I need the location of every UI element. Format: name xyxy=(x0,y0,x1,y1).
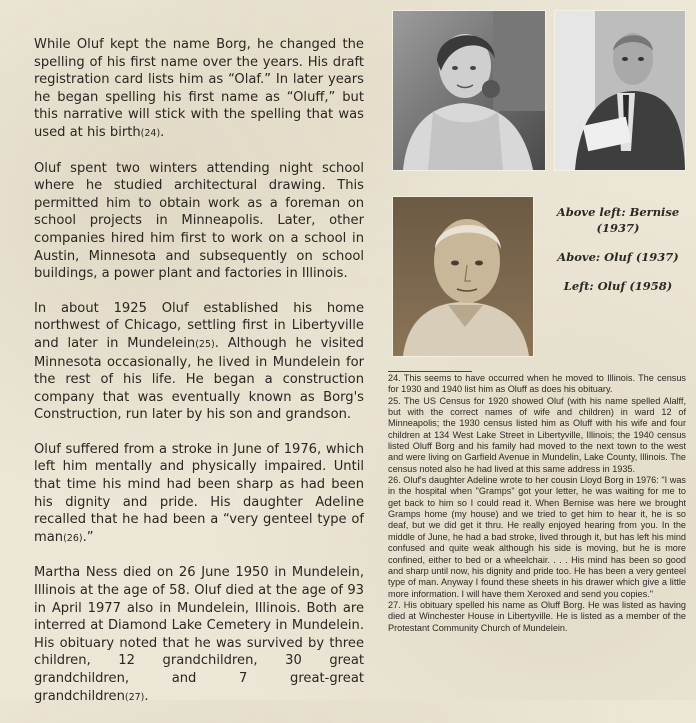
body-paragraph: Martha Ness died on 26 June 1950 in Mundelein, Illinois at the age of 58. Oluf died at the age of 93 in April 1977 also in Mundelein, Illinois. Both are interred at Diamond Lake Cemetery in Mundelein. His obituary noted that he was survived by three children, 12 grandchildren, 30 great grandchildren, and 7 great-great grandchildren(27). xyxy=(34,565,364,704)
photo-oluf-1958 xyxy=(392,196,534,357)
photo-captions xyxy=(548,204,688,307)
footnote-ref-25: (25) xyxy=(195,338,215,350)
footnote-ref-27: (27) xyxy=(124,691,145,703)
footnotes xyxy=(388,373,686,634)
footnote-25: 25. The US Census for 1920 showed Oluf (with his name spelled Alalff, but with the correct names of wife and children) in ward 12 of Minneapolis; the 1930 census listed him as Oluff with his wife and four children at 134 West Lake Street in Libertyville, Illinois; the 1940 census listed Oluff Borg and his family had moved to the next town to the west and were living on Garfield Avenue in Mundelin, Lake County, Illinois. The census noted also he had lived at this same address in 1935. xyxy=(388,395,686,474)
body-paragraph: While Oluf kept the name Borg, he changed the spelling of his first name over the years. His draft registration card lists him as “Olaf.” In later years he began spelling his first name as “Oluff,” but this narrative will stick with the spelling that was used at his birth(24). xyxy=(34,37,364,140)
body-paragraph: Oluf suffered from a stroke in June of 1976, which left him mentally and physically impaired. Until that time his mind had been sharp as had been his dignity and pride. His daughter Adeline recalled that he had been a “very genteel type of man(26).” xyxy=(34,441,364,545)
footnote-divider xyxy=(388,371,472,372)
main-text-column xyxy=(34,36,364,723)
caption-above-left: Above left: Bernise (1937) xyxy=(556,205,680,235)
footnote-24: 24. This seems to have occurred when he moved to Illinois. The census for 1930 and 1940 list him as Oluff as does his obituary. xyxy=(388,373,686,395)
body-paragraph: Oluf spent two winters attending night school where he studied architectural drawing. This permitted him to obtain work as a foreman on school projects in Minneapolis. Later, other companies hired him first to work on a school in Austin, Minnesota and subsequently on school buildings, a power plant and factories in Illinois. xyxy=(34,160,364,282)
footnote-27: 27. His obituary spelled his name as Oluff Borg. He was listed as having died at Winchester House in Libertyville. He is listed as a member of the Protestant Community Church of Mundelein. xyxy=(388,599,686,633)
body-paragraph: In about 1925 Oluf established his home northwest of Chicago, settling first in Libertyville and later in Mundelein(25). Although he visited Minnesota occasionally, he lived in Mundelein for the rest of his life. He began a construction company that was eventually known as Borg's Construction, run later by his son and grandson. xyxy=(34,300,364,423)
footnote-26: 26. Oluf's daughter Adeline wrote to her cousin Lloyd Borg in 1976: "I was in the hospital when "Gramps" got your letter, he was waiting for me to get back to him so I could read it. When Bernise was here we brought Gramps home (my house) and we tried to get him to hear it, he is so deaf, but we did get it thru. He really enjoyed hearing from you. In the middle of June, he had a bad stroke, lived through it, but has left his mind confused and quite weak although his side is moving, but he is more confined, either to bed or a wheelchair. . . . His mind has been so good and sharp until now, his dignity and pride too. He has been a very genteel type of man. Anyway I found these sheets in his drawer which give a little more information. I will have them Xeroxed and send you copies." xyxy=(388,475,686,599)
caption-left: Left: Oluf (1958) xyxy=(563,279,673,293)
photo-oluf-1937 xyxy=(554,10,686,171)
caption-above: Above: Oluf (1937) xyxy=(557,250,679,264)
footnote-ref-24: (24) xyxy=(140,127,161,139)
photo-bernise-1937 xyxy=(392,10,546,171)
footnote-ref-26: (26) xyxy=(63,532,83,544)
